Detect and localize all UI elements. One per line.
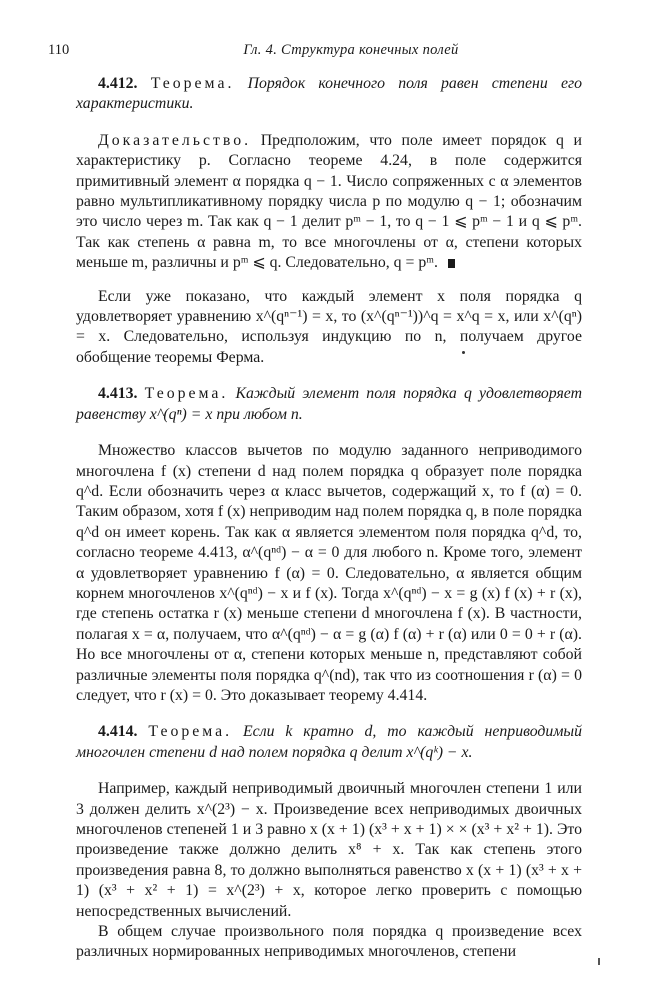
paragraph-fermat: Если уже показано, что каждый элемент x поля порядка q удовлетворяет уравнению x^(qⁿ⁻¹) = x, то (x^(qⁿ⁻¹))^q = x^q = x, или x^(qⁿ) = x. Следовательно, используя индукцию по n, получаем другое обобщение теоремы Ферма. bbox=[76, 287, 582, 366]
theorem-statement: Порядок конечного поля равен степени его характеристики. bbox=[76, 75, 583, 113]
theorem-number: 4.413. bbox=[98, 385, 138, 403]
proof-paragraph bbox=[76, 131, 582, 274]
theorem-label: Теорема. bbox=[144, 385, 229, 403]
theorem-number: 4.412. bbox=[98, 75, 138, 92]
paragraph-example: Например, каждый неприводимый двоичный многочлен степени 1 или 3 должен делить x^(2³) − x. Произведение всех неприводимых двоичных многочленов степеней 1 и 3 равно x (x + 1) (x³ + x + 1) × × (x³ + x² + 1). Это произведение также должно делить x⁸ + x. Так как степень этого произведения равна 8, то должно выполняться равенство x (x + 1) (x³ + x + 1) (x³ + x² + 1) = x^(2³) + x, которое легко проверить с помощью непосредственных вычислений. bbox=[76, 780, 582, 920]
page-number: 110 bbox=[48, 42, 70, 58]
proof-text: Предположим, что поле имеет порядок q и характеристику p. Согласно теореме 4.24, в поле содержится примитивный элемент α порядка q − 1. Число сопряженных с α элементов равно мультипликативному порядку числа p по модулю q − 1; обозначим это число через m. Так как q − 1 делит pᵐ − 1, то q − 1 ⩽ pᵐ − 1 и q ⩽ pᵐ. Так как степень α равна m, то все многочлены от α, степени которых меньше m, различны и pᵐ ⩽ q. Следовательно, q = pᵐ. bbox=[76, 131, 582, 272]
theorem-4-412 bbox=[76, 74, 582, 115]
stray-mark bbox=[598, 958, 600, 965]
page-header bbox=[48, 42, 614, 62]
theorem-label: Теорема. bbox=[148, 723, 233, 741]
theorem-label: Теорема. bbox=[150, 75, 235, 92]
theorem-statement: Если k кратно d, то каждый неприводимый многочлен степени d над полем порядка q делит x^(qᵏ) − x. bbox=[76, 723, 583, 761]
page-body bbox=[76, 74, 582, 963]
theorem-4-413 bbox=[76, 384, 582, 425]
theorem-4-414 bbox=[76, 722, 582, 763]
paragraph-general: В общем случае произвольного поля порядка q произведение всех различных нормированных неприводимых многочленов, степени bbox=[76, 923, 582, 961]
stray-dot bbox=[462, 351, 465, 354]
running-title: Гл. 4. Структура конечных полей bbox=[243, 42, 459, 58]
theorem-number: 4.414. bbox=[98, 723, 138, 741]
paragraph-residues: Множество классов вычетов по модулю заданного неприводимого многочлена f (x) степени d над полем порядка q образует поле порядка q^d. Если обозначить через α класс вычетов, содержащий x, то f (α) = 0. Таким образом, хотя f (x) неприводим над полем порядка q, в поле порядка q^d он имеет корень. Так как α является элементом поля порядка q^d, то, согласно теореме 4.413, α^(qⁿᵈ) − α = 0 для любого n. Кроме того, элемент α удовлетворяет уравнению f (α) = 0. Следовательно, α является общим корнем многочленов x^(qⁿᵈ) − x и f (x). Тогда x^(qⁿᵈ) − x = g (x) f (x) + r (x), где степень остатка r (x) меньше степени d многочлена f (x). В частности, полагая x = α, получаем, что α^(qⁿᵈ) − α = g (α) f (α) + r (α) или 0 = 0 + r (α). Но все многочлены от α, степени которых меньше n, представляют собой различные элементы поля порядка q^(nd), так что из соотношения r (α) = 0 следует, что r (x) = 0. Это доказывает теорему 4.414. bbox=[76, 442, 582, 704]
proof-label: Доказательство. bbox=[98, 131, 252, 149]
qed-mark bbox=[448, 259, 455, 268]
theorem-statement: Каждый элемент поля порядка q удовлетворяет равенству x^(qⁿ) = x при любом n. bbox=[76, 385, 582, 423]
